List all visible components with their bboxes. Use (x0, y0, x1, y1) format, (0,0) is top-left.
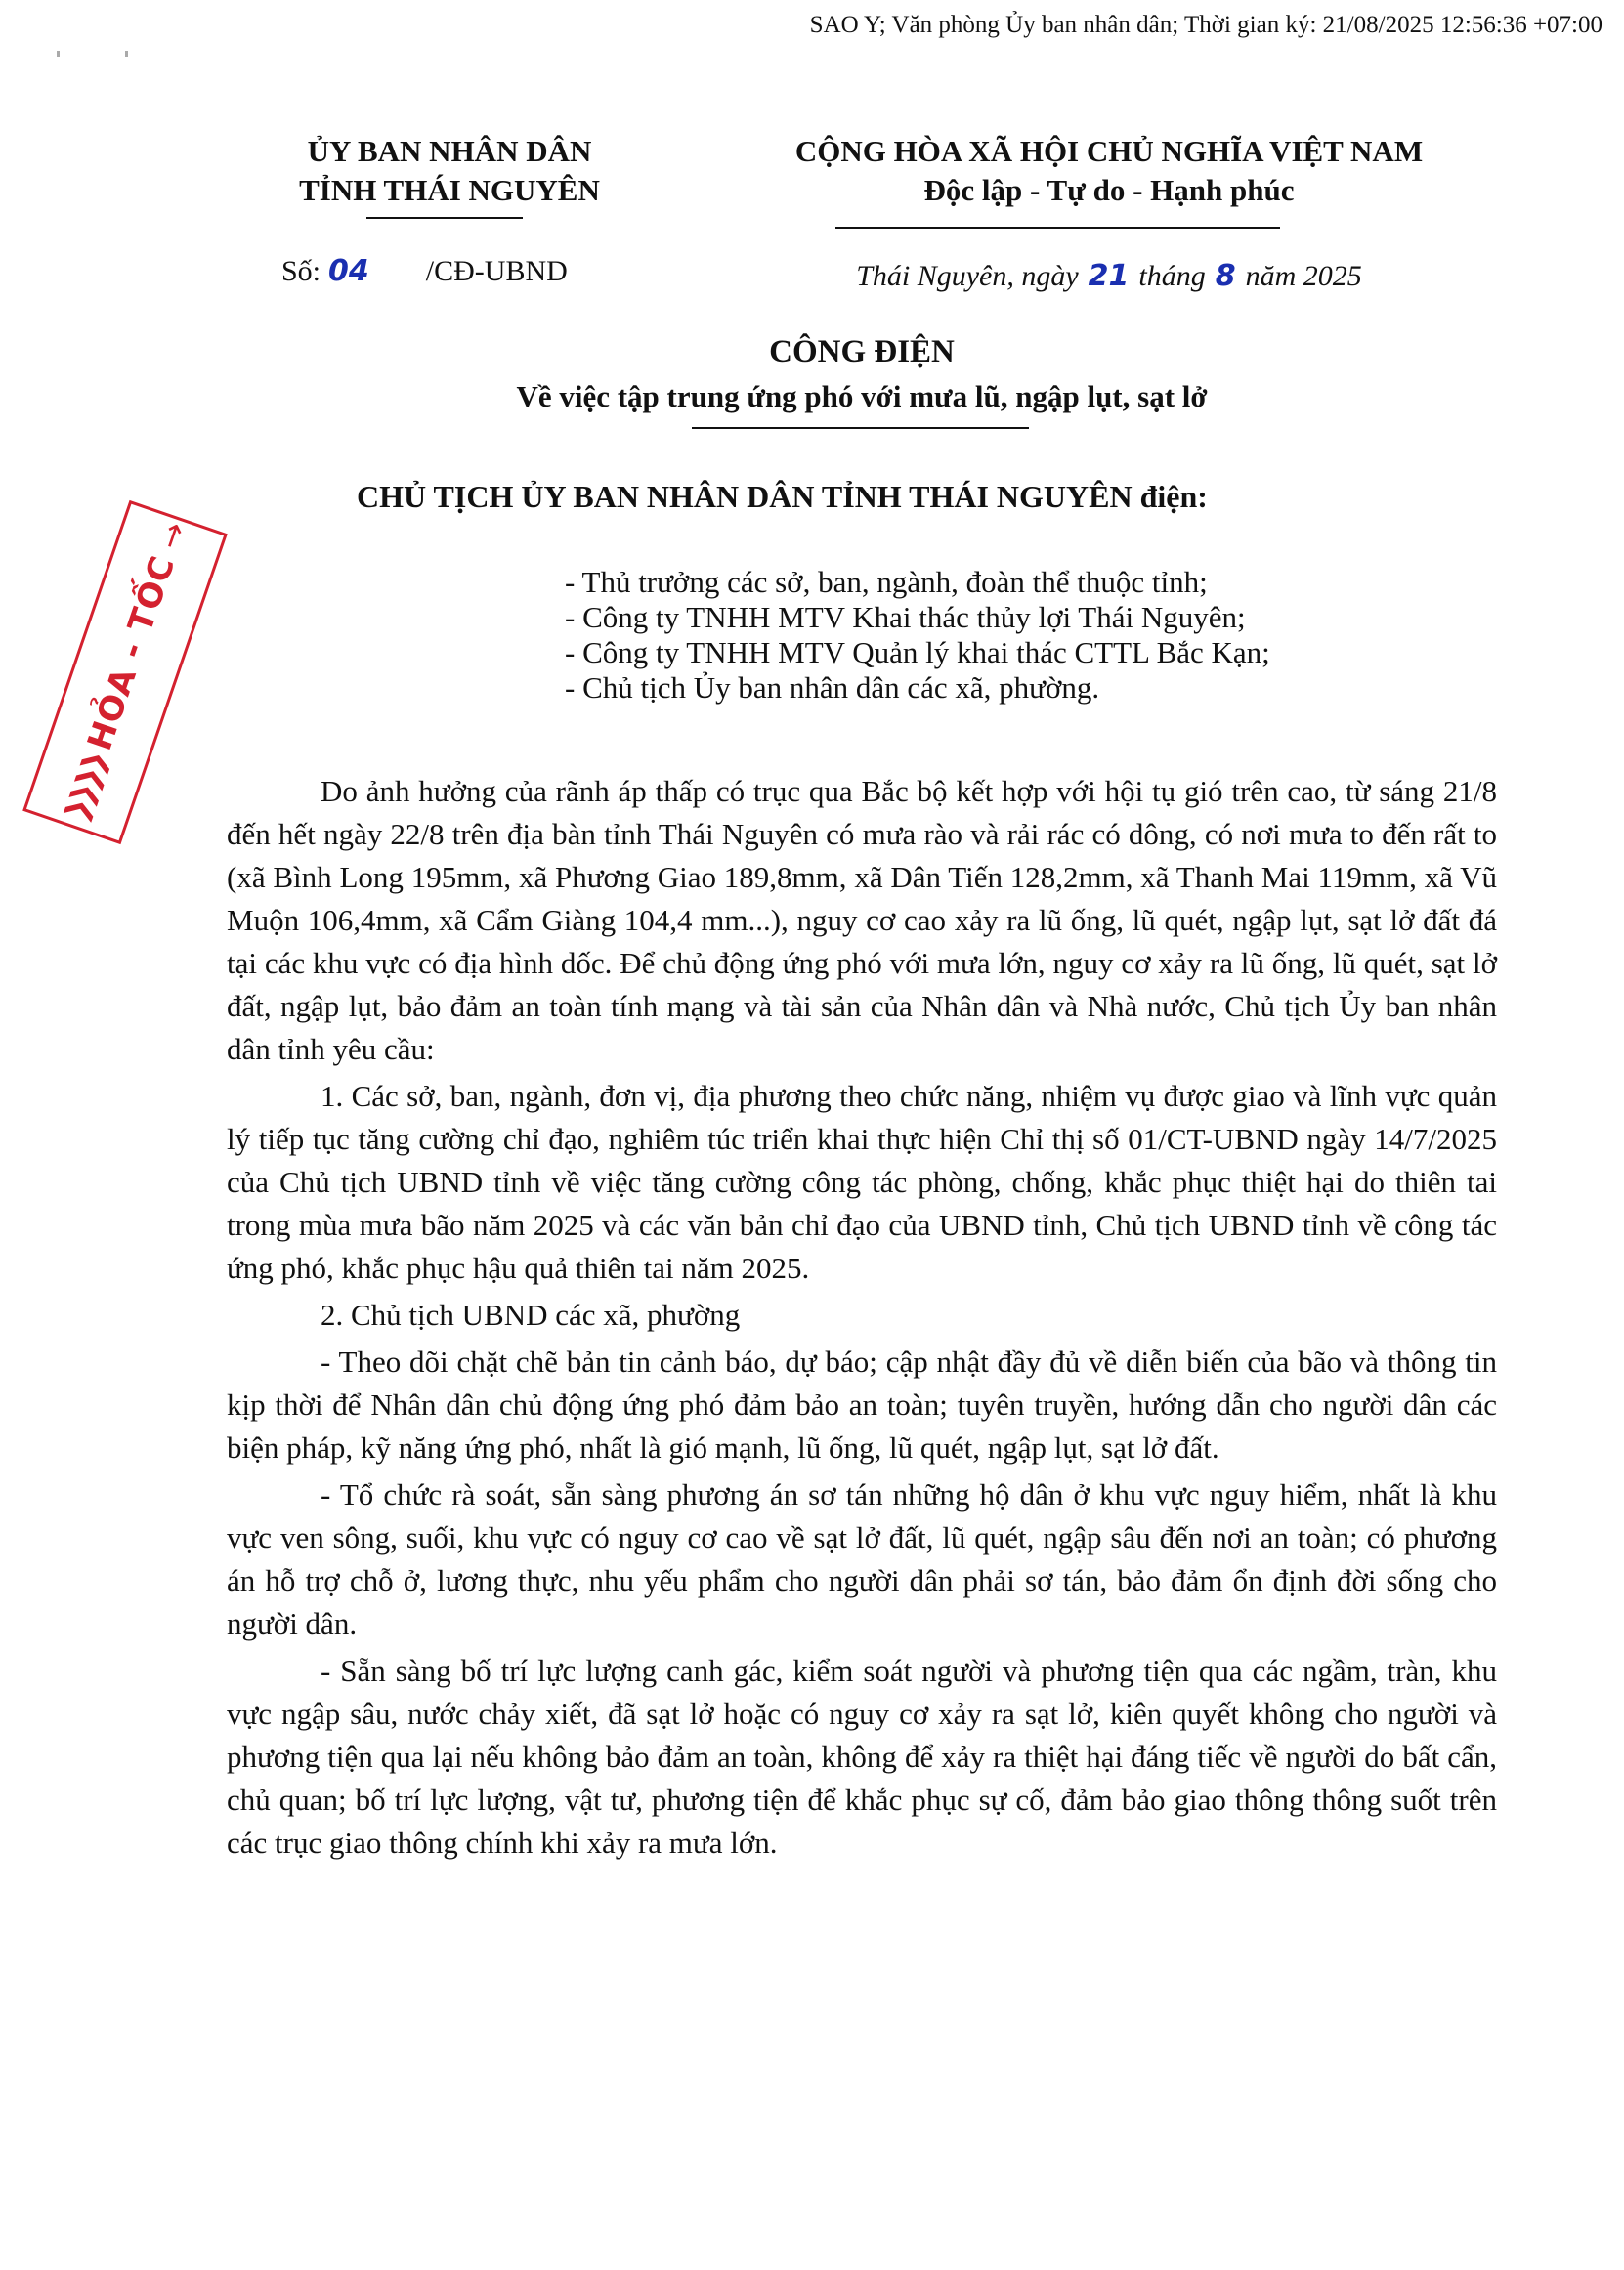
body-paragraph: 1. Các sở, ban, ngành, đơn vị, địa phương theo chức năng, nhiệm vụ được giao và lĩnh vực quản lý tiếp tục tăng cường chỉ đạo, nghiêm túc triển khai thực hiện Chỉ thị số 01/CT-UBND ngày 14/7/2025 của Chủ tịch UBND tỉnh về việc tăng cường công tác phòng, chống, khắc phục thiệt hại do thiên tai trong mùa mưa bão năm 2025 và các văn bản chỉ đạo của UBND tỉnh, Chủ tịch UBND tỉnh về công tác ứng phó, khắc phục hậu quả thiên tai năm 2025. (227, 1079, 1497, 1285)
recipient-item: - Công ty TNHH MTV Quản lý khai thác CTTL Bắc Kạn; (565, 635, 1270, 669)
date-day-handwritten: 21 (1088, 259, 1130, 293)
national-title-line-1: CỘNG HÒA XÃ HỘI CHỦ NGHĨA VIỆT NAM (794, 134, 1424, 168)
body-paragraph: 2. Chủ tịch UBND các xã, phường (321, 1298, 741, 1332)
authority-line-1: ỦY BAN NHÂN DÂN (307, 134, 592, 168)
date-place: Thái Nguyên, ngày (856, 260, 1079, 292)
body-paragraph: Do ảnh hưởng của rãnh áp thấp có trục qua Bắc bộ kết hợp với hội tụ gió trên cao, từ sáng 21/8 đến hết ngày 22/8 trên địa bàn tỉnh Thái Nguyên có mưa rào và rải rác có dông, có nơi mưa to đến rất to (xã Bình Long 195mm, xã Phương Giao 189,8mm, xã Dân Tiến 128,2mm, xã Thanh Mai 119mm, xã Vũ Muộn 106,4mm, xã Cẩm Giàng 104,4 mm...), nguy cơ cao xảy ra lũ ống, lũ quét, ngập lụt, sạt lở đất đá tại các khu vực có địa hình dốc. Để chủ động ứng phó với mưa lớn, nguy cơ xảy ra lũ ống, lũ quét, sạt lở đất, ngập lụt, bảo đảm an toàn tính mạng và tài sản của Nhân dân và Nhà nước, Chủ tịch Ủy ban nhân dân tỉnh yêu cầu: (227, 774, 1497, 1066)
body-paragraph: - Sẵn sàng bố trí lực lượng canh gác, kiểm soát người và phương tiện qua các ngầm, tràn, khu vực ngập sâu, nước chảy xiết, đã sạt lở hoặc có nguy cơ xảy ra sạt lở, kiên quyết không cho người và phương tiện qua lại nếu không bảo đảm an toàn, không để xảy ra thiệt hại đáng tiếc về người do bất cẩn, chủ quan; bố trí lực lượng, vật tư, phương tiện để khắc phục sự cố, đảm bảo giao thông thông suốt trên các trục giao thông chính khi xảy ra mưa lớn. (227, 1653, 1497, 1860)
document-type: CÔNG ĐIỆN (769, 334, 955, 369)
addressee-line: CHỦ TỊCH ỦY BAN NHÂN DÂN TỈNH THÁI NGUYÊN điện: (357, 479, 1208, 514)
authority-line-2: TỈNH THÁI NGUYÊN (299, 173, 600, 207)
arrow-right-icon: → (150, 517, 194, 554)
stamp-text: HỎA - TỐC (80, 550, 184, 755)
recipients-list (565, 565, 1270, 706)
urgent-stamp (22, 500, 228, 844)
national-motto: Độc lập - Tự do - Hạnh phúc (923, 173, 1295, 207)
document-number-label: Số: (281, 255, 321, 287)
date-month-handwritten: 8 (1215, 259, 1236, 293)
subject-underline (692, 427, 1029, 429)
place-and-date (718, 259, 1500, 293)
body-paragraph: - Theo dõi chặt chẽ bản tin cảnh báo, dự báo; cập nhật đầy đủ về diễn biến của bão và thông tin kịp thời để Nhân dân chủ động ứng phó đảm bảo an toàn; tuyên truyền, hướng dẫn cho người dân các biện pháp, kỹ năng ứng phó, nhất là gió mạnh, lũ ống, lũ quét, ngập lụt, sạt lở đất. (227, 1345, 1497, 1465)
document-number-suffix: /CĐ-UBND (425, 255, 568, 287)
authority-underline (366, 217, 523, 219)
scan-speck (57, 51, 60, 57)
body-paragraph: - Tổ chức rà soát, sẵn sàng phương án sơ tán những hộ dân ở khu vực nguy hiểm, nhất là khu vực ven sông, suối, khu vực có nguy cơ cao về sạt lở đất, lũ quét, ngập sâu đến nơi an toàn; có phương án hỗ trợ chỗ ở, lương thực, nhu yếu phẩm cho người dân phải sơ tán, bảo đảm ổn định đời sống cho người dân. (227, 1478, 1497, 1641)
issuing-authority (244, 132, 655, 210)
motto-underline (835, 227, 1280, 229)
document-body (227, 770, 1497, 1864)
document-subject: Về việc tập trung ứng phó với mưa lũ, ngập lụt, sạt lở (516, 379, 1208, 413)
chevron-feather-icon: ❯❯❯❯ (57, 752, 112, 828)
digital-signature-header: SAO Y; Văn phòng Ủy ban nhân dân; Thời gian ký: 21/08/2025 12:56:36 +07:00 (809, 12, 1603, 38)
recipient-item: - Chủ tịch Ủy ban nhân dân các xã, phường. (565, 670, 1100, 705)
document-number-handwritten: 04 (328, 254, 369, 288)
date-year: năm 2025 (1245, 260, 1362, 292)
recipient-item: - Công ty TNHH MTV Khai thác thủy lợi Thái Nguyên; (565, 600, 1246, 634)
document-number (281, 254, 568, 288)
date-month-label: tháng (1138, 260, 1206, 292)
recipient-item: - Thủ trưởng các sở, ban, ngành, đoàn thể thuộc tỉnh; (565, 565, 1208, 599)
scan-speck (125, 51, 128, 57)
national-title (718, 132, 1500, 210)
